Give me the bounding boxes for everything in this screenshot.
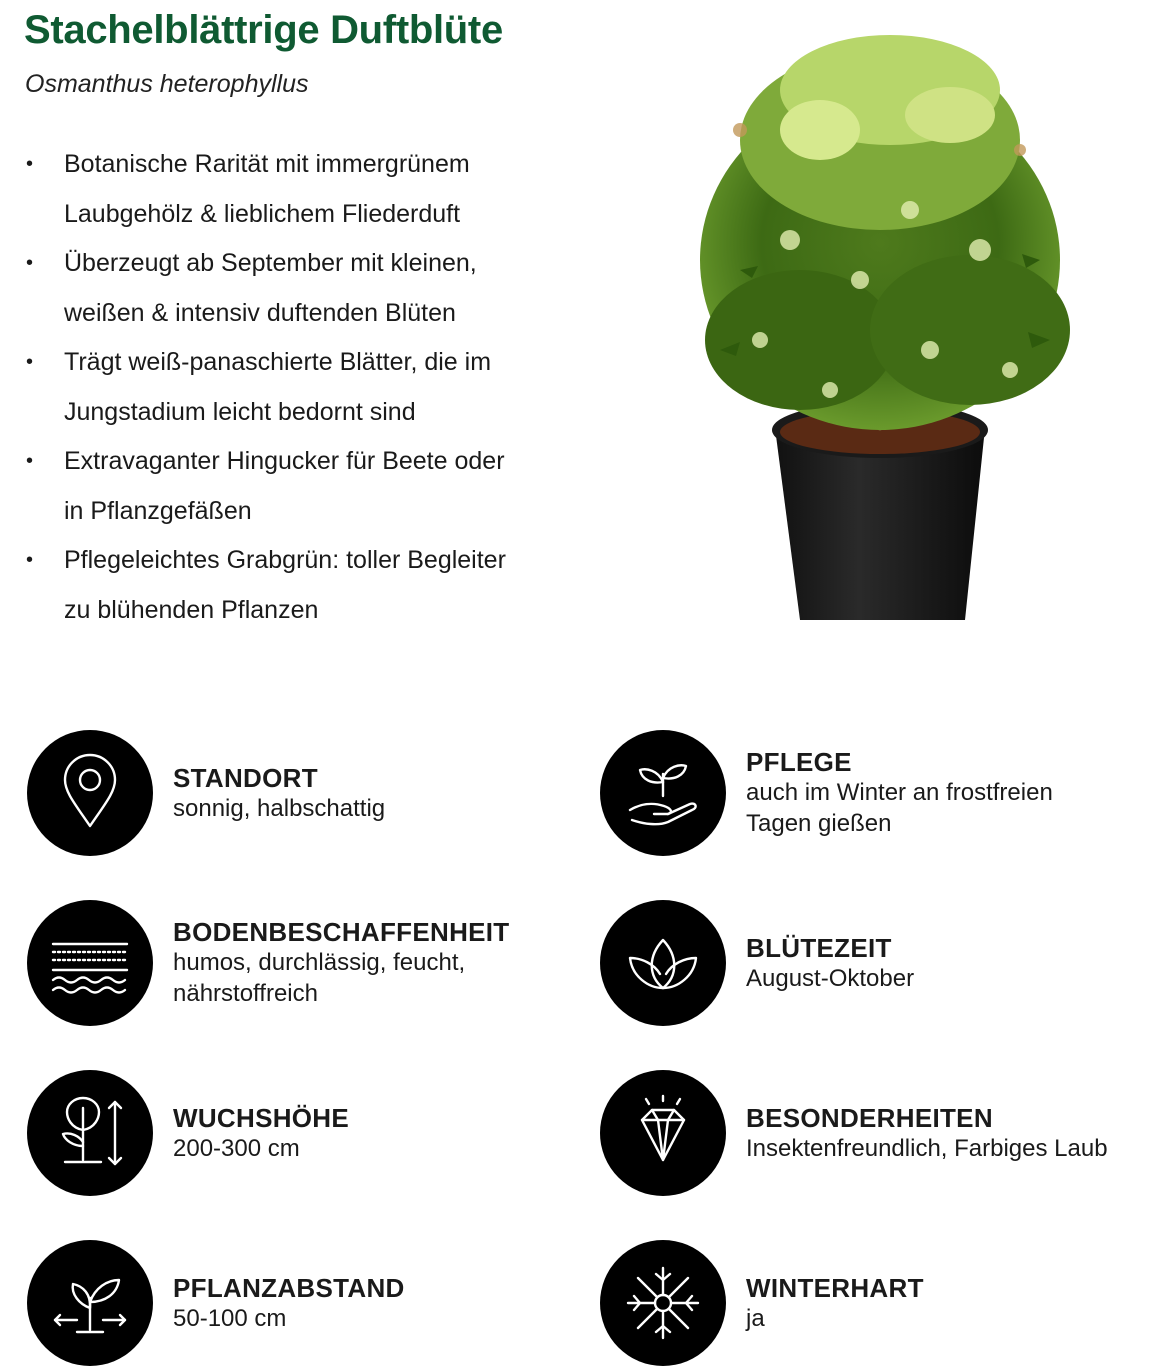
feature-label: STANDORT — [173, 762, 318, 793]
feature-value: humos, durchlässig, feucht, — [173, 949, 466, 976]
feature-value: August-Oktober — [746, 964, 915, 992]
bullet-dot: • — [26, 252, 34, 274]
feature-value: auch im Winter an frostfreien — [746, 779, 1053, 806]
bullet-line: Überzeugt ab September mit kleinen, — [64, 249, 477, 277]
feature-value: Insektenfreundlich, Farbiges Laub — [746, 1134, 1108, 1162]
feature-label: WUCHSHÖHE — [173, 1102, 350, 1133]
feature-label: BLÜTEZEIT — [746, 932, 892, 963]
lotus-flower-icon — [600, 900, 726, 1026]
snowflake-icon — [600, 1240, 726, 1366]
feature-value: 200-300 cm — [173, 1134, 300, 1162]
bullet-line: Extravaganter Hingucker für Beete oder — [64, 447, 505, 475]
feature-winterhart — [600, 1240, 924, 1366]
feature-bullet-list — [24, 140, 584, 635]
feature-label: WINTERHART — [746, 1272, 924, 1303]
feature-besonderheiten — [600, 1070, 1108, 1196]
bullet-line: Jungstadium leicht bedornt sind — [64, 397, 416, 426]
location-pin-icon — [27, 730, 153, 856]
potted-shrub-image — [680, 20, 1090, 630]
feature-label: PFLEGE — [746, 747, 852, 777]
bullet-dot: • — [26, 549, 34, 571]
bullet-line: Laubgehölz & lieblichem Fliederduft — [64, 199, 461, 228]
bullet-dot: • — [26, 351, 34, 373]
bullet-line: weißen & intensiv duftenden Blüten — [64, 298, 456, 327]
feature-label: PFLANZABSTAND — [173, 1272, 405, 1303]
seedling-hand-icon — [600, 730, 726, 856]
feature-value: ja — [746, 1304, 765, 1332]
bullet-item — [24, 536, 584, 635]
diamond-icon — [600, 1070, 726, 1196]
bullet-item — [24, 239, 584, 338]
plant-spacing-icon — [27, 1240, 153, 1366]
feature-label: BODENBESCHAFFENHEIT — [173, 917, 510, 947]
product-title: Stachelblättrige Duftblüte — [24, 8, 503, 52]
bullet-item — [24, 338, 584, 437]
feature-bluetezeit — [600, 900, 914, 1026]
bullet-line: zu blühenden Pflanzen — [64, 595, 319, 624]
bullet-line: Pflegeleichtes Grabgrün: toller Begleiter — [64, 546, 506, 574]
feature-pflege — [600, 730, 1053, 856]
feature-value: sonnig, halbschattig — [173, 794, 386, 822]
bullet-item — [24, 140, 584, 239]
bullet-dot: • — [26, 450, 34, 472]
soil-layers-icon — [27, 900, 153, 1026]
feature-wuchshoehe — [27, 1070, 349, 1196]
feature-boden — [27, 900, 510, 1026]
bullet-line: Trägt weiß-panaschierte Blätter, die im — [64, 348, 492, 376]
bullet-line: Botanische Rarität mit immergrünem — [64, 150, 470, 178]
bullet-dot: • — [26, 153, 34, 175]
latin-name: Osmanthus heterophyllus — [25, 70, 309, 98]
feature-value: nährstoffreich — [173, 980, 318, 1007]
feature-value: 50-100 cm — [173, 1304, 287, 1332]
bullet-line: in Pflanzgefäßen — [64, 496, 252, 525]
feature-label: BESONDERHEITEN — [746, 1102, 993, 1133]
bullet-item — [24, 437, 584, 536]
feature-value: Tagen gießen — [746, 810, 892, 837]
feature-standort — [27, 730, 385, 856]
feature-pflanzabstand — [27, 1240, 405, 1366]
tree-height-icon — [27, 1070, 153, 1196]
